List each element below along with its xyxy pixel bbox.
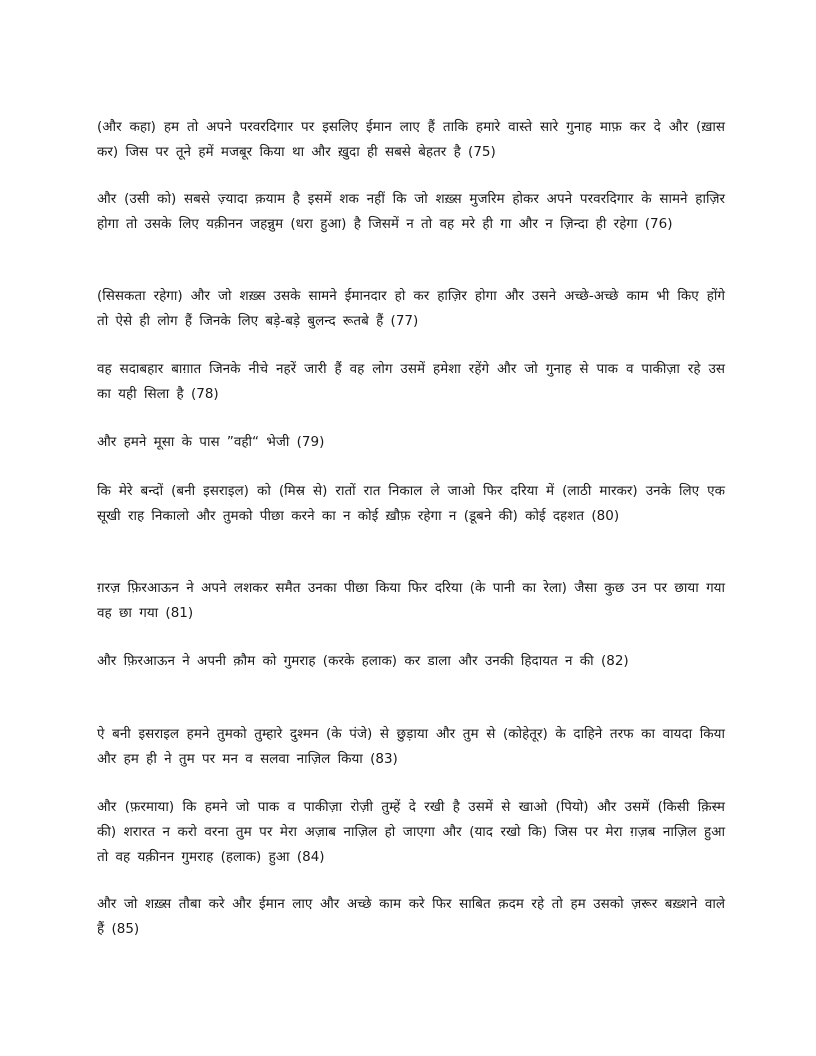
verse-82: और फ़िरआऊन ने अपनी क़ौम को गुमराह (करके हलाक) कर डाला और उनकी हिदायत न की (82) (97, 653, 629, 669)
verse-84: और (फ़रमाया) कि हमने जो पाक व पाकीज़ा रोज़ी तुम्हें दे रखी है उसमें से खाओ (पियो) और उसमें (किसी क़िस्म की) शरारत न करो वरना तुम पर मेरा अज़ाब नाज़िल हो जाएगा और (याद रखो कि) जिस पर मेरा ग़ज़ब नाज़िल हुआ तो वह यक़ीनन गुमराह (हलाक) हुआ (84) (97, 799, 725, 865)
verse-85: और जो शख़्स तौबा करे और ईमान लाए और अच्छे काम करे फिर साबित क़दम रहे तो हम उसको ज़रूर बख़्शने वाले हैं (85) (97, 896, 725, 937)
verse-78: वह सदाबहार बाग़ात जिनके नीचे नहरें जारी हैं वह लोग उसमें हमेशा रहेंगे और जो गुनाह से पाक व पाकीज़ा रहे उस का यही सिला है (78) (97, 361, 725, 402)
verse-76: और (उसी को) सबसे ज़्यादा क़याम है इसमें शक नहीं कि जो शख़्स मुजरिम होकर अपने परवरदिगार के सामने हाज़िर होगा तो उसके लिए यक़ीनन जहन्नुम (धरा हुआ) है जिसमें न तो वह मरे ही गा और न ज़िन्दा ही रहेगा (76) (97, 191, 725, 232)
verse-79: और हमने मूसा के पास ”वही“ भेजी (79) (97, 434, 325, 450)
verse-75: (और कहा) हम तो अपने परवरदिगार पर इसलिए ईमान लाए हैं ताकि हमारे वास्ते सारे गुनाह माफ़ कर दे और (ख़ास कर) जिस पर तूने हमें मजबूर किया था और ख़ुदा ही सबसे बेहतर है (75) (97, 119, 725, 160)
verse-80: कि मेरे बन्दों (बनी इसराइल) को (मिस्र से) रातों रात निकाल ले जाओ फिर दरिया में (लाठी मारकर) उनके लिए एक सूखी राह निकालो और तुमको पीछा करने का न कोई ख़ौफ़ रहेगा न (डूबने की) कोई दहशत (80) (97, 483, 725, 524)
verse-83: ऐ बनी इसराइल हमने तुमको तुम्हारे दुश्मन (के पंजे) से छुड़ाया और तुम से (कोहेतूर) के दाहिने तरफ का वायदा किया और हम ही ने तुम पर मन व सलवा नाज़िल किया (83) (97, 726, 725, 767)
verse-77: (सिसकता रहेगा) और जो शख़्स उसके सामने ईमानदार हो कर हाज़िर होगा और उसने अच्छे-अच्छे काम भी किए होंगे तो ऐसे ही लोग हैं जिनके लिए बड़े-बड़े बुलन्द रूतबे हैं (77) (97, 288, 725, 329)
verse-81: ग़रज़ फ़िरआऊन ने अपने लशकर समैत उनका पीछा किया फिर दरिया (के पानी का रेला) जैसा कुछ उन पर छाया गया वह छा गया (81) (97, 580, 725, 621)
